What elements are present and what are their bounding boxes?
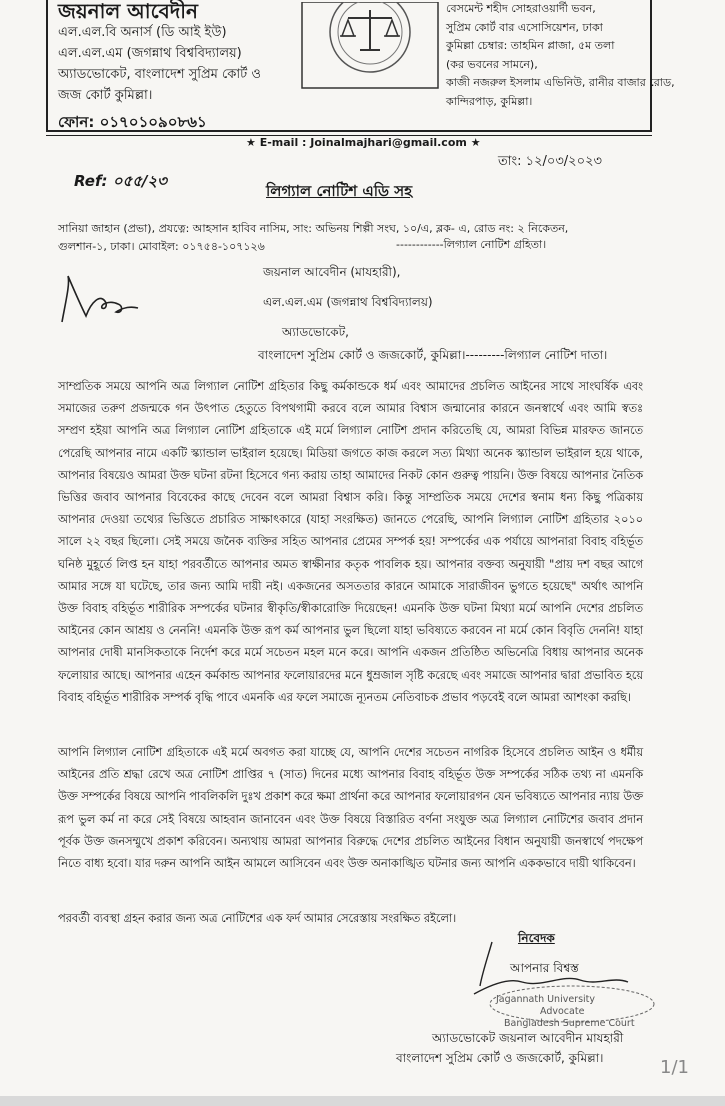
letterhead-line: জজ কোর্ট কুমিল্লা।: [58, 88, 153, 103]
scales-of-justice-seal: [300, 2, 440, 90]
sender-designation: অ্যাডভোকেট,: [282, 325, 349, 339]
header-frame-right: [650, 0, 652, 131]
address-line: কুমিল্লা চেম্বার: তাহমিন প্লাজা, ৫ম তলা: [446, 39, 615, 52]
recipient-phone: গুলশান-১, ঢাকা। মোবাইল: ০১৭৫৪-১০৭১২৬: [58, 240, 265, 253]
sender-court: বাংলাদেশ সুপ্রিম কোর্ট ও জজকোর্ট, কুমিল্লা।---------লিগ্যাল নোটিশ দাতা।: [258, 348, 608, 362]
body-paragraph-2: আপনি লিগ্যাল নোটিশ গ্রহিতাকে এই মর্মে অবগত করা যাচ্ছে যে, আপনি দেশের সচেতন নাগরিক হিসেবে প্রচলিত আইন ও ধর্মীয় আইনের প্রতি শ্রদ্ধা রেখে অত্র নোটিশ প্রাপ্তির ৭ (সাত) দিনের মধ্যে আপনার বিবাহ বহির্ভূত উক্ত সম্পর্কের সঠিক তথ্য না এমনকি উক্ত সম্পর্কের বিষয়ে আপনি পাবলিকলি দুঃখ প্রকাশ করে ক্ষমা প্রার্থনা করে আপনার ফলোয়ারগন যেন ভবিষ্যতে আপনার ন্যায় উক্ত রূপ ভুল কর্ম না করে সেই বিষয়ে আহবান জানাবেন এবং উক্ত বিষয়ে বিস্তারিত বর্ণনা সংযুক্ত অত্র লিগ্যাল নোটিশের জবাব প্রদান পূর্বক উক্ত জনসম্মুখে প্রকাশ করিবেন। অন্যথায় আমরা আপনার বিরুদ্ধে দেশের প্রচলিত আইনের বিধান অনুযায়ী জনস্বার্থে পদক্ষেপ নিতে বাধ্য হবো। যার দরুন আপনি আইন আমলে আসিবেন এবং উক্ত অনাকাঙ্খিত ঘটনার জন্য আপনি এককভাবে দায়ী থাকিবেন।: [58, 746, 643, 871]
body-paragraph-1: সাম্প্রতিক সময়ে আপনি অত্র লিগ্যাল নোটিশ গ্রহিতার কিছু কর্মকান্ডকে ধর্ম এবং আমাদের প্রচলিত আইনের সাথে সাংঘর্ষিক এবং সমাজের তরুণ প্রজন্মকে গন উৎপাত হেতুতে বিপথগামী করবে বলে আমার বিশ্বাস জন্মানোর কারনে জনস্বার্থে এবং আমি স্বতঃ সম্প্রণ হইয়া আপনি অত্র লিগ্যাল নোটিশ গ্রহিতাকে এই মর্মে লিগ্যাল নোটিশ প্রদান করিতেছি যে, আমরা বিভিন্ন মারফত জানতে পেরেছি আপনার নামে একটি স্ক্যান্ডাল ভাইরাল হয়েছে। মিডিয়া জগতে কাজ করলে সত্য মিথ্যা অনেক স্ক্যান্ডাল ভাইরাল হয়ে থাকে, আপনার বিষয়েও আমরা উক্ত ঘটনা রটনা হিসেবে গন্য করায় তাহা আমাদের নিকট কোন গুরুত্ব পায়নি। উক্ত বিষয়ে আপনার নৈতিক ভিত্তির জবাব আপনার বিবেকের কাছে দেবেন বলে আমরা বিশ্বাস করি। কিন্তু সাম্প্রতিক সময়ে দেশের স্বনাম ধন্য কিছু পত্রিকায় আপনার দেওয়া তথ্যের ভিত্তিতে প্রচারিত সাক্ষাৎকারে (যাহা সংরক্ষিত) জানতে পেরেছি, আপনি লিগ্যাল নোটিশ গ্রহিতার ২০১০ সালে ২২ বছর ছিলো। সেই সময়ে জনৈক ব্যক্তির সহিত আপনার প্রেমের সম্পর্ক হয়! সম্পর্কের এক পর্যায়ে আপনারা বিবাহ বহির্ভূত ঘনিষ্ঠ মুহূর্তে লিপ্ত হন যাহা পরবর্তীতে আপনার অমত স্বাক্ষীনার কতৃক পাবলিক হয়। আপনার বক্তব্য অনুযায়ী "প্রায় দশ বছর আগে আমার সঙ্গে যা ঘটেছে, তার জন্য আমি দায়ী নই। একজনের অসততার কারনে আমাকে সারাজীবন ভুগতে হয়েছে" অর্থাৎ আপনি উক্ত বিবাহ বহির্ভূত শারীরিক সম্পর্কের ঘটনার স্বীকৃতি/স্বীকারোক্তি দিয়েছেন! এমনকি উক্ত ঘটনা মিথ্যা মর্মে আপনি দেশের প্রচলিত আইনের কোন আশ্রয় ও নেননি! এমনকি উক্ত রূপ কর্ম আপনার ভুল ছিলো যাহা ভবিষ্যতে করবেন না মর্মে কোন বিবৃতি দেননি! যাহা আপনার দোষী মানসিকতাকে নির্দেশ করে মর্মে সচেতন মহল মনে করে। আপনি একজন প্রতিষ্ঠিত অভিনেত্রি বিধায় আপনার অনেক ফলোয়ার আছে। আপনার এহেন কর্মকান্ড আপনার ফলোয়ারদের মনে ধুম্রজাল সৃষ্টি করেছে এবং সমাজে আপনার দ্বারা প্রভাবিত হয়ে বিবাহ বহির্ভূত শারীরিক সম্পর্ক বৃদ্ধি পাবে এমনকি এর ফলে সমাজে ন্যূনতম নেতিবাচক প্রভাব পড়বেই বলে আমরা আশংকা করছি।: [58, 380, 643, 704]
letterhead-line: এল.এল.এম (জগন্নাথ বিশ্ববিদ্যালয়): [58, 46, 242, 61]
reference-number: Ref: ০৫৫/২৩: [74, 172, 167, 190]
address-line: (কর ভবনের সামনে),: [446, 57, 538, 71]
sender-name: জয়নাল আবেদীন (মাযহারী),: [263, 265, 401, 279]
body-paragraph-3: পরবর্তী ব্যবস্থা গ্রহন করার জন্য অত্র নোটিশের এক ফর্দ আমার সেরেস্তায় সংরক্ষিত রইলো।: [58, 912, 457, 925]
notice-title: লিগ্যাল নোটিশ এডি সহ: [266, 182, 413, 200]
address-line: কান্দিরপাড়, কুমিল্লা।: [446, 94, 533, 108]
address-line: বেসমেন্ট শহীদ সোহরাওয়ার্দী ভবন,: [446, 2, 596, 15]
star-icon: ★: [246, 136, 256, 149]
recipient-tag: ------------লিগ্যাল নোটিশ গ্রহিতা।: [396, 238, 547, 251]
letterhead-line: অ্যাডভোকেট, বাংলাদেশ সুপ্রিম কোর্ট ও: [58, 67, 261, 82]
letterhead-left: [58, 0, 308, 133]
page-indicator: 1/1: [660, 1057, 689, 1078]
notice-date: তাং: ১২/০৩/২০২৩: [498, 154, 602, 169]
address-line: সুপ্রিম কোর্ট বার এসোসিয়েশন, ঢাকা: [446, 20, 603, 34]
recipient-block: [58, 220, 638, 256]
stamp-court: Bangladesh Supreme Court: [504, 1018, 635, 1029]
closing-regards: আপনার বিশ্বস্ত: [510, 961, 579, 975]
sender-degree: এল.এল.এম (জগন্নাথ বিশ্ববিদ্যালয়): [263, 295, 433, 309]
phone-number: ফোন: ০১৭০১০৯০৮৬১: [58, 113, 207, 131]
star-icon: ★: [470, 136, 481, 149]
signatory-name: অ্যাডভোকেট জয়নাল আবেদীন মাযহারী: [432, 1031, 624, 1045]
letterhead-right: [446, 0, 675, 111]
stamp-designation: Advocate: [540, 1006, 585, 1017]
stamp-university: Jagannath University: [496, 994, 596, 1005]
lawyer-name: জয়নাল আবেদীন: [58, 0, 198, 23]
header-frame-left: [46, 0, 48, 131]
email-line: [246, 136, 481, 149]
letterhead-line: এল.এল.বি অনার্স (ডি আই ইউ): [58, 25, 227, 40]
signature-mark: [52, 270, 142, 330]
address-line: কাজী নজরুল ইসলাম এভিনিউ, রানীর বাজার রোড,: [446, 76, 675, 89]
recipient-address: সানিয়া জাহান (প্রভা), প্রযত্নে: আহসান হাবিব নাসিম, সাং: অভিনয় শিল্পী সংঘ, ১০/এ, ব্লক- এ, রোড নং: ২ নিকেতন,: [58, 222, 569, 235]
closing-label: নিবেদক: [518, 931, 555, 945]
signatory-court: বাংলাদেশ সুপ্রিম কোর্ট ও জজকোর্ট, কুমিল্লা।: [396, 1051, 604, 1065]
email-address: E-mail : Joinalmajhari@gmail.com: [259, 136, 467, 149]
